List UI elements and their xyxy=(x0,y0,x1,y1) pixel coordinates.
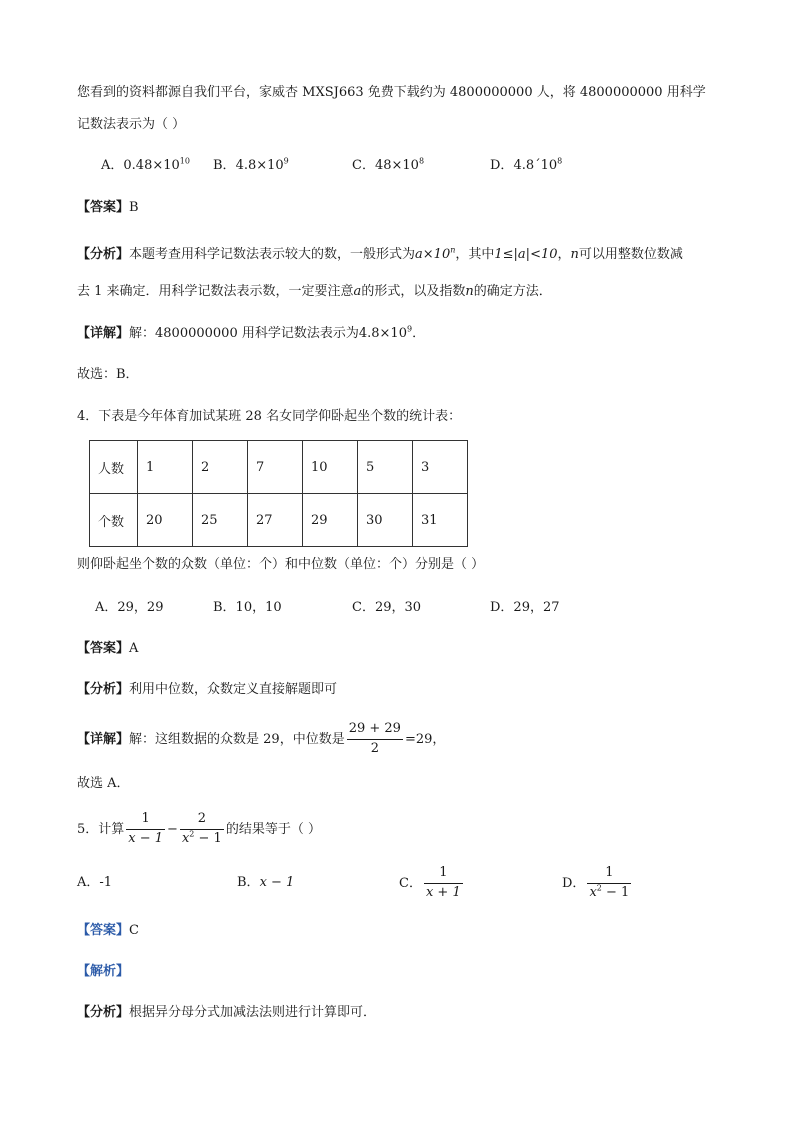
option-exponent: 10 xyxy=(179,156,190,166)
stem-text: 5．计算 xyxy=(77,821,125,837)
q3-analysis-line1 xyxy=(77,245,683,262)
q3-option-c xyxy=(352,156,425,173)
option-exponent: 8 xyxy=(557,156,563,166)
option-value: x − 1 xyxy=(259,875,295,890)
option-exponent: 9 xyxy=(283,156,289,166)
q3-option-d xyxy=(490,156,563,173)
table-cell: 29 xyxy=(303,494,358,547)
q4-option-b: B．10，10 xyxy=(213,600,282,615)
formula: 4.8×10 xyxy=(358,326,407,341)
table-cell: 个数 xyxy=(90,494,138,547)
answer-value: A xyxy=(129,641,139,656)
analysis-text: ，其中 xyxy=(455,247,495,262)
fraction-numerator: 29 + 29 xyxy=(347,722,403,740)
q5-answer xyxy=(77,924,139,937)
answer-tag: 【答案】 xyxy=(77,923,130,938)
q5-option-a: A．-1 xyxy=(77,875,113,890)
fraction-numerator: 2 xyxy=(180,812,224,830)
q5-parse xyxy=(77,965,129,978)
exponent: 2 xyxy=(596,883,602,893)
q5-option-d xyxy=(562,866,633,901)
formula: n xyxy=(465,284,474,299)
table-cell: 10 xyxy=(303,441,358,494)
formula-exponent: 9 xyxy=(406,324,413,334)
answer-value: B xyxy=(129,200,139,215)
q4-statistics-table xyxy=(89,440,468,547)
table-cell: 30 xyxy=(358,494,413,547)
analysis-text: 的确定方法． xyxy=(473,284,552,299)
denominator-rest: − 1 xyxy=(601,884,630,900)
table-cell: 31 xyxy=(413,494,468,547)
analysis-text: 利用中位数，众数定义直接解题即可 xyxy=(129,682,338,697)
table-cell: 7 xyxy=(248,441,303,494)
analysis-tag: 【分析】 xyxy=(77,247,130,262)
table-cell: 5 xyxy=(358,441,413,494)
option-exponent: 8 xyxy=(418,156,425,166)
answer-tag: 【答案】 xyxy=(77,200,130,215)
fraction xyxy=(587,866,631,901)
analysis-text: 本题考查用科学记数法表示较大的数，一般形式为 xyxy=(129,247,416,262)
fraction xyxy=(424,866,463,901)
detail-tag: 【详解】 xyxy=(77,731,130,747)
parse-tag: 【解析】 xyxy=(77,964,130,979)
q4-stem: 4．下表是今年体育加试某班 28 名女同学仰卧起坐个数的统计表： xyxy=(77,409,462,424)
option-label: D． xyxy=(490,158,514,173)
analysis-text: 的形式，以及指数 xyxy=(361,284,466,299)
exponent: 2 xyxy=(189,829,195,839)
analysis-text: 根据异分母分式加减法法则进行计算即可． xyxy=(129,1005,377,1020)
analysis-tag: 【分析】 xyxy=(77,682,130,697)
formula: 1≤|a|<10 xyxy=(494,247,558,262)
formula: n xyxy=(570,247,579,262)
option-label: B． xyxy=(213,158,236,173)
fraction-numerator: 1 xyxy=(126,812,165,830)
q5-option-b xyxy=(237,876,294,889)
table-cell: 2 xyxy=(193,441,248,494)
q3-analysis-line2 xyxy=(77,285,552,298)
fraction-denominator xyxy=(587,884,631,901)
table-cell: 1 xyxy=(138,441,193,494)
q4-conclusion: 故选 A． xyxy=(77,776,130,791)
answer-tag: 【答案】 xyxy=(77,641,130,656)
variable: x xyxy=(181,830,190,846)
q5-option-c xyxy=(399,866,465,901)
stem-text: 的结果等于（ ） xyxy=(225,821,321,837)
detail-text: 解：4800000000 用科学记数法表示为 xyxy=(129,326,359,341)
analysis-text: ， xyxy=(557,247,571,262)
analysis-text: 去 1 来确定．用科学记数法表示数，一定要注意 xyxy=(77,284,354,299)
analysis-text: 可以用整数位数减 xyxy=(578,247,683,262)
detail-text: ． xyxy=(412,326,426,341)
option-value: 0.48×10 xyxy=(123,158,180,173)
q3-option-a xyxy=(101,156,190,173)
detail-tag: 【详解】 xyxy=(77,326,130,341)
option-label: A． xyxy=(101,158,124,173)
q4-detail xyxy=(77,722,445,757)
table-cell: 3 xyxy=(413,441,468,494)
table-row xyxy=(90,494,468,547)
detail-text: 解：这组数据的众数是 29，中位数是 xyxy=(129,731,345,747)
q4-analysis xyxy=(77,683,337,696)
q4-question: 则仰卧起坐个数的众数（单位：个）和中位数（单位：个）分别是（ ） xyxy=(77,557,485,572)
fraction-denominator: x − 1 xyxy=(128,830,164,846)
fraction-denominator: x + 1 xyxy=(425,884,461,900)
fraction-numerator: 1 xyxy=(587,866,631,884)
fraction xyxy=(180,812,224,847)
q4-option-d: D．29，27 xyxy=(490,600,560,615)
q4-answer xyxy=(77,642,138,655)
option-value: 4.8×10 xyxy=(235,158,284,173)
detail-text: =29， xyxy=(404,731,446,747)
q4-option-a: A．29，29 xyxy=(95,600,164,615)
formula: a×10 xyxy=(415,247,451,262)
table-cell: 27 xyxy=(248,494,303,547)
q3-stem-line2: 记数法表示为（ ） xyxy=(77,117,186,132)
fraction xyxy=(126,812,165,847)
q3-detail xyxy=(77,324,426,341)
fraction-numerator: 1 xyxy=(424,866,463,884)
table-cell: 人数 xyxy=(90,441,138,494)
answer-value: C xyxy=(129,923,139,938)
option-label: B． xyxy=(237,875,260,890)
option-label: D． xyxy=(562,875,586,891)
fraction-denominator xyxy=(180,830,224,847)
q3-option-b xyxy=(213,156,289,173)
table-row xyxy=(90,441,468,494)
option-value: 4.8´10 xyxy=(513,158,558,173)
table-cell: 20 xyxy=(138,494,193,547)
option-label: C． xyxy=(399,875,422,891)
option-value: 48×10 xyxy=(374,158,419,173)
minus-sign: − xyxy=(167,821,178,837)
denominator-rest: − 1 xyxy=(194,830,222,846)
q3-stem-line1: 您看到的资料都源自我们平台，家威杏 MXSJ663 免费下载约为 4800000000 人，将 4800000000 用科学 xyxy=(77,85,706,100)
q3-conclusion: 故选：B． xyxy=(77,367,139,382)
formula: a xyxy=(353,284,362,299)
option-label: C． xyxy=(352,158,375,173)
q5-stem xyxy=(77,812,321,847)
q5-analysis xyxy=(77,1006,376,1019)
fraction-denominator: 2 xyxy=(370,740,379,756)
q3-answer xyxy=(77,201,139,214)
fraction xyxy=(347,722,403,757)
variable: x xyxy=(589,884,597,900)
formula-exponent: n xyxy=(450,245,456,255)
table-cell: 25 xyxy=(193,494,248,547)
analysis-tag: 【分析】 xyxy=(77,1005,130,1020)
q4-option-c: C．29，30 xyxy=(352,600,422,615)
